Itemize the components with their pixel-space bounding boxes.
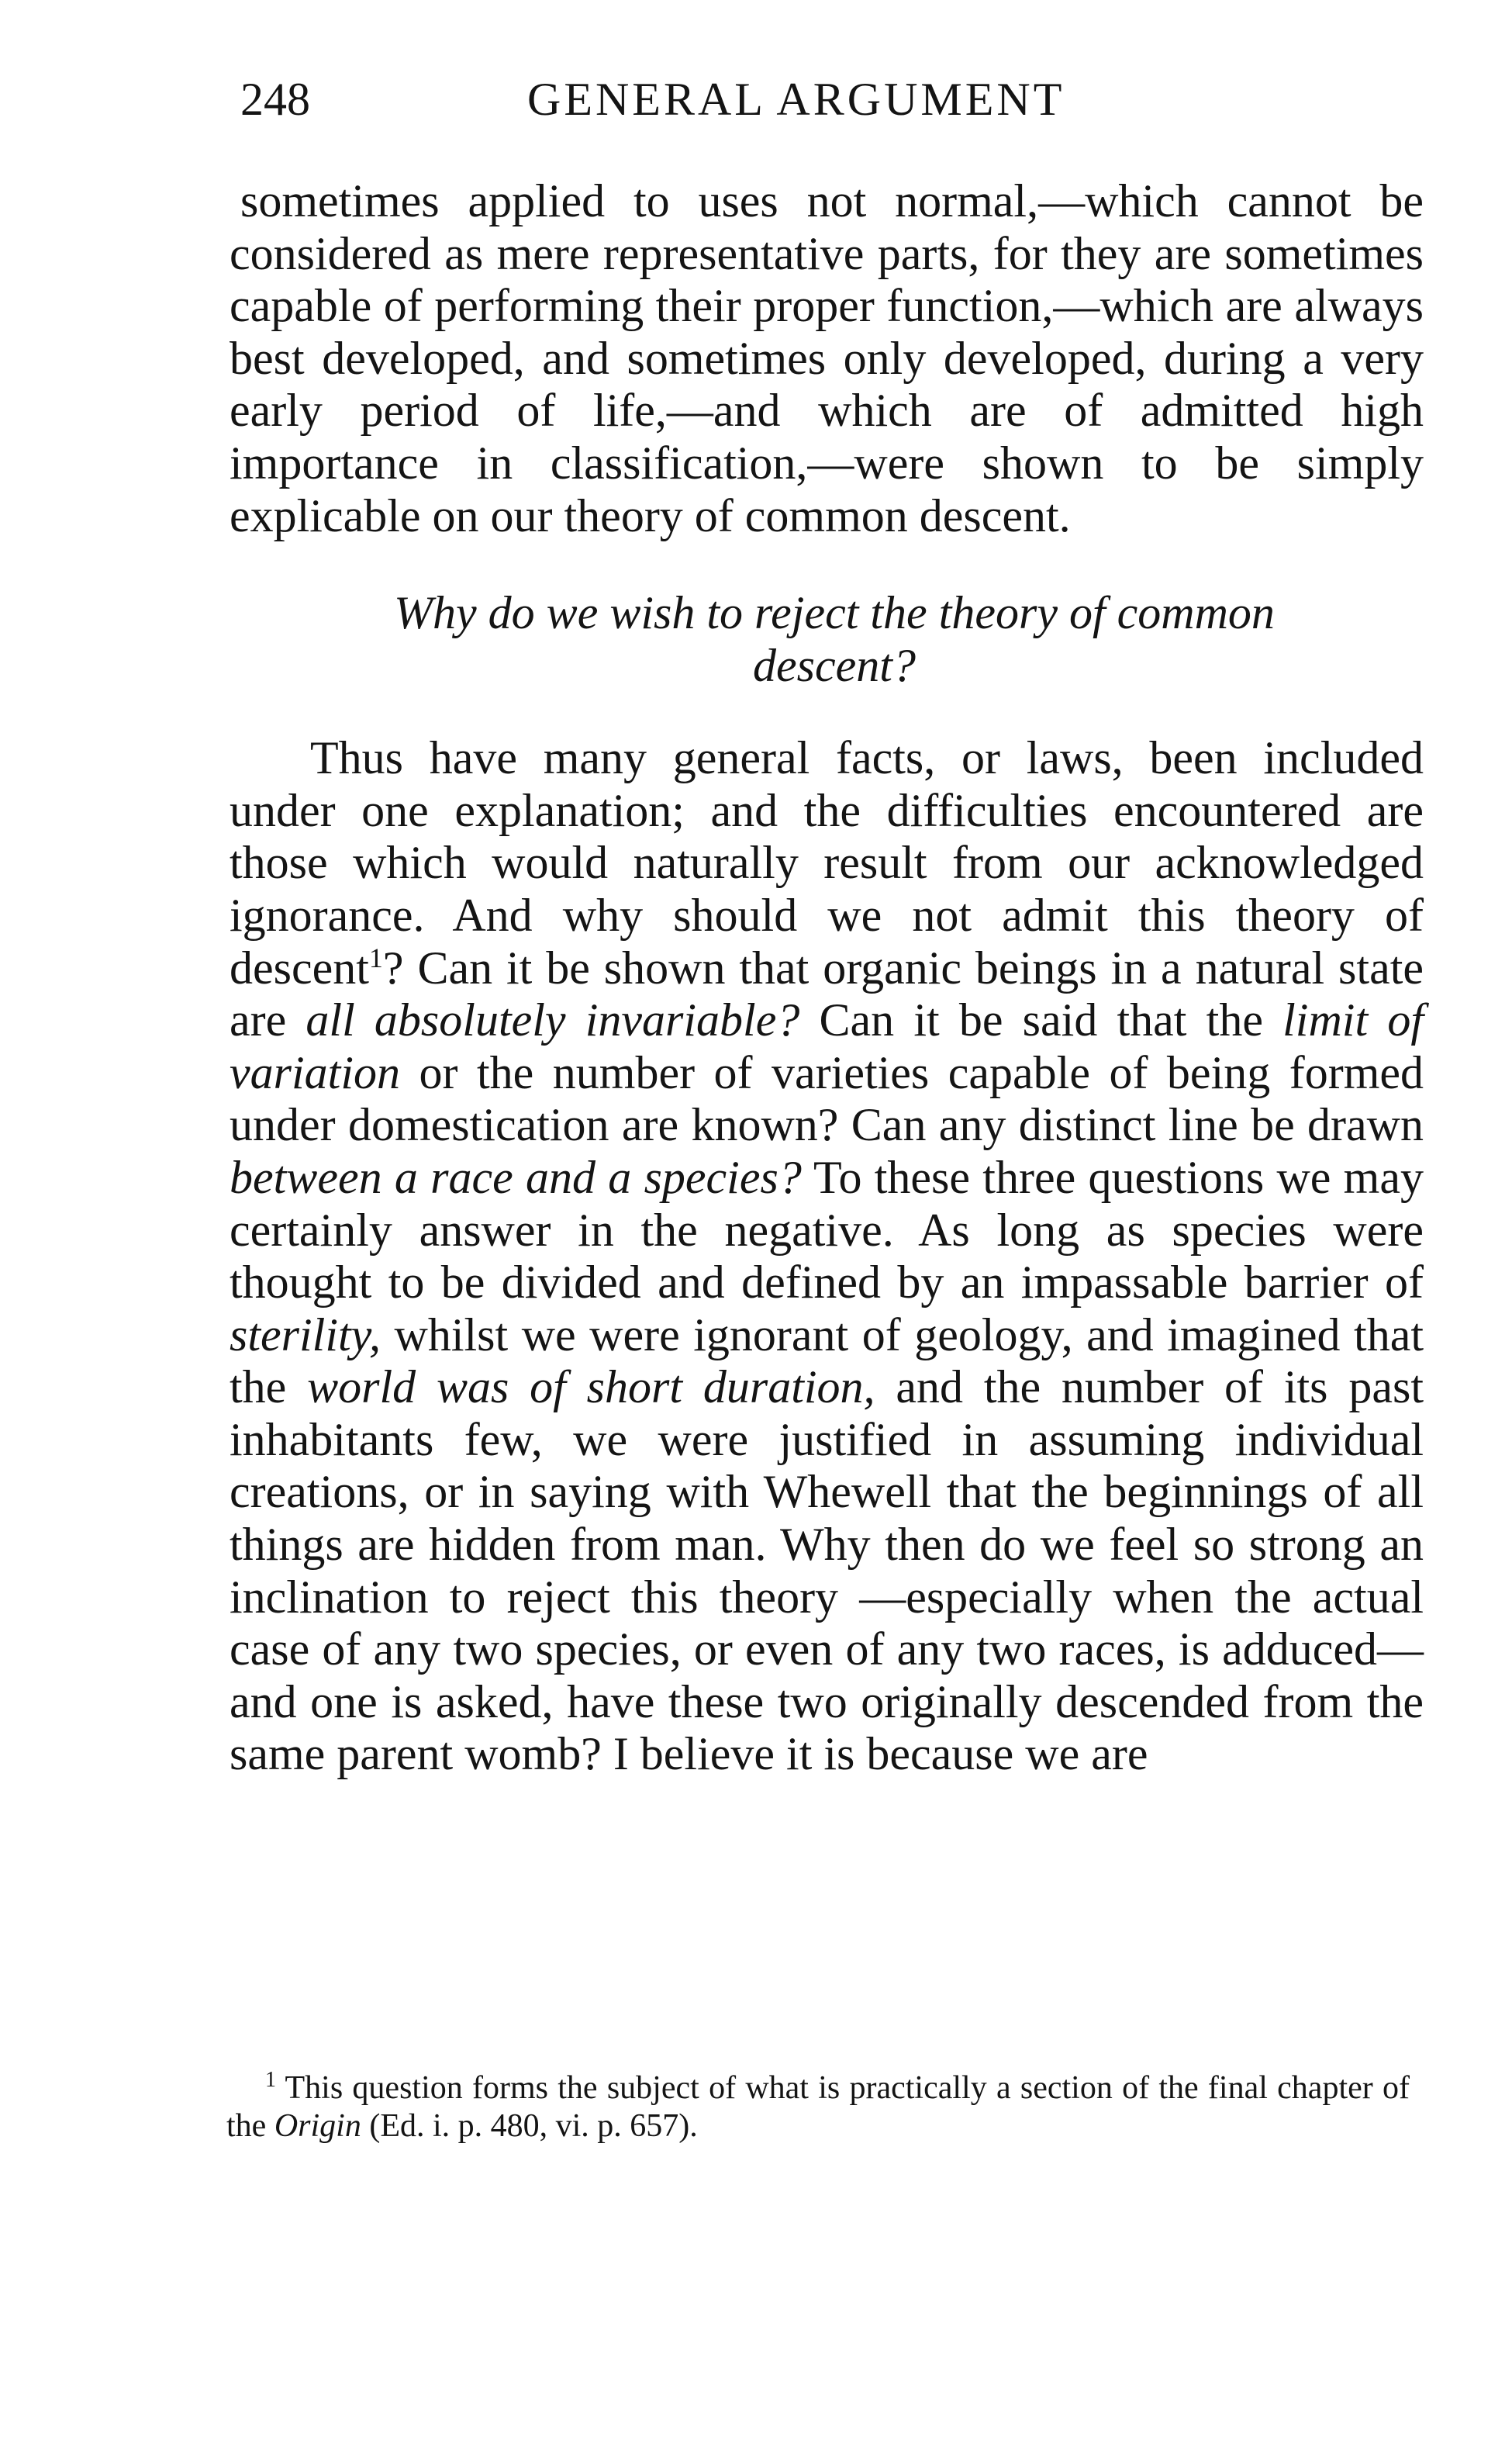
italic-emphasis: world was of short duration, — [307, 1361, 875, 1413]
italic-emphasis: limit of variation — [230, 994, 1424, 1098]
text-run: Can it be said that the — [799, 994, 1283, 1046]
page-number: 248 — [240, 74, 310, 125]
paragraph-continued: sometimes applied to uses not normal,—which cannot be considered as mere representative parts, for they are sometimes capable of performing their proper function,—which are always best developed, and sometimes only developed, during a very early period of life,—and which are of admitted high importance in classification,—were shown to be simply explicable on our theory of common descent. — [230, 175, 1424, 541]
text-run: or the number of varieties capable of being formed under domestication are known? Can any distinct line be drawn — [230, 1046, 1424, 1151]
footnote — [226, 2069, 1410, 2145]
text-run: and the number of its past inhabitants few, we were justified in assuming individual creations, or in saying with Whewell that the beginnings of all things are hidden from man. Why then do we feel so strong an inclination to reject this theory —especially when the actual case of any two species, or even of any two races, is adduced—and one is asked, have these two originally descended from the same parent womb? I believe it is because we are — [230, 1361, 1424, 1780]
footnote-text: This question forms the subject of what is practically a section of the final chapter of the — [226, 2070, 1410, 2144]
section-heading: Why do we wish to reject the theory of common descent? — [394, 587, 1275, 692]
footnote-book-title: Origin — [274, 2108, 361, 2144]
footnote-reference[interactable]: 1 — [368, 942, 383, 973]
italic-emphasis: all absolutely invariable? — [306, 994, 800, 1046]
italic-emphasis: between a race and a species? — [230, 1151, 802, 1203]
running-head-title: GENERAL ARGUMENT — [527, 74, 1065, 125]
text-run: Thus have many general facts, or laws, been included under one explanation; and the difficulties encountered are those which would naturally result from our acknowledged ignorance. And why should we not admit this theory of descent — [230, 732, 1424, 994]
italic-emphasis: sterility, — [230, 1309, 381, 1360]
running-head — [240, 68, 1427, 130]
text-run: ? Can it be shown that organic beings in a natural state are — [230, 942, 1424, 1046]
text-run: To these three questions we may certainly answer in the negative. As long as species were thought to be divided and defined by an impassable barrier of — [230, 1151, 1424, 1309]
paragraph-main — [230, 732, 1424, 1781]
footnote-text: (Ed. i. p. 480, vi. p. 657). — [361, 2108, 698, 2144]
footnote-marker: 1 — [265, 2068, 276, 2092]
body-text — [230, 175, 1424, 1781]
text-run: whilst we were ignorant of geology, and imagined that the — [230, 1309, 1424, 1413]
